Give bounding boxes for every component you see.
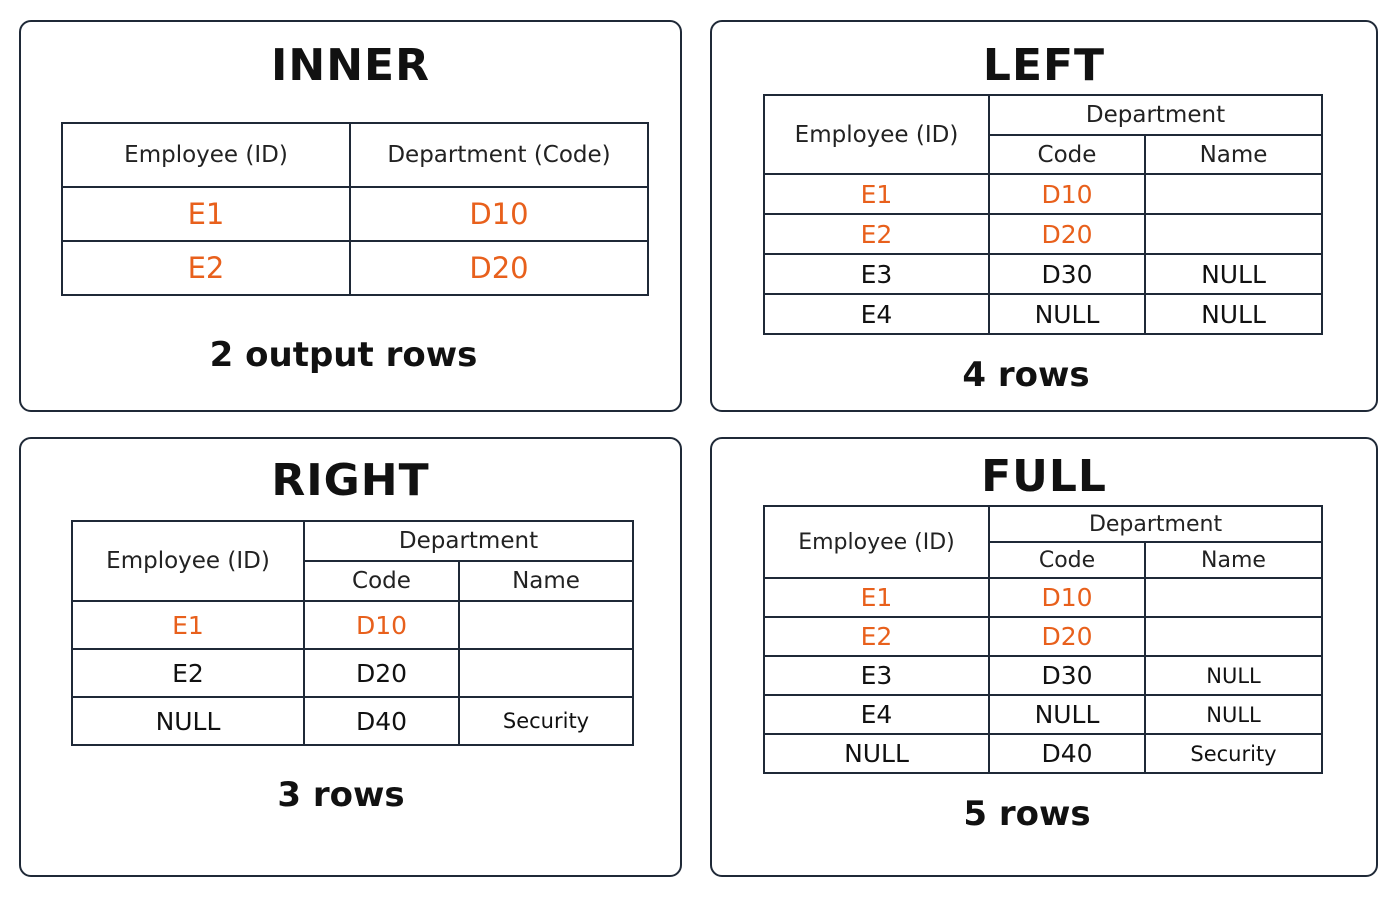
left-join-table <box>763 94 1323 335</box>
code-header: Code <box>304 561 459 601</box>
left-row-count: 4 rows <box>962 355 1090 395</box>
department-header: Department <box>304 521 633 561</box>
employee-id-cell: E2 <box>764 214 989 254</box>
table-row <box>764 254 1322 294</box>
department-name-cell: NULL <box>1145 695 1322 734</box>
table-row <box>62 241 648 295</box>
table-row <box>764 578 1322 617</box>
right-join-title: RIGHT <box>271 455 430 506</box>
employee-id-cell: E1 <box>764 578 989 617</box>
employee-id-header: Employee (ID) <box>764 95 989 174</box>
table-header-row <box>62 123 648 187</box>
employee-id-header: Employee (ID) <box>764 506 989 578</box>
code-header: Code <box>989 542 1145 578</box>
department-name-cell: NULL <box>1145 254 1322 294</box>
employee-id-cell: E1 <box>764 174 989 214</box>
department-code-cell: D10 <box>350 187 648 241</box>
employee-id-cell: E2 <box>72 649 304 697</box>
department-code-cell: D20 <box>304 649 459 697</box>
department-code-cell: NULL <box>989 294 1145 334</box>
employee-id-cell: E4 <box>764 695 989 734</box>
employee-id-header: Employee (ID) <box>72 521 304 601</box>
name-header: Name <box>1145 135 1322 174</box>
table-row <box>764 617 1322 656</box>
department-code-cell: D20 <box>350 241 648 295</box>
department-name-cell: NULL <box>1145 656 1322 695</box>
department-code-cell: NULL <box>989 695 1145 734</box>
table-row <box>62 187 648 241</box>
department-name-cell <box>459 649 633 697</box>
name-header: Name <box>1145 542 1322 578</box>
table-row <box>72 649 633 697</box>
department-code-cell: D20 <box>989 214 1145 254</box>
full-join-panel <box>710 437 1378 877</box>
department-name-cell: NULL <box>1145 294 1322 334</box>
employee-id-cell: E1 <box>62 187 350 241</box>
left-join-panel <box>710 20 1378 412</box>
inner-join-panel <box>19 20 682 412</box>
department-name-cell <box>1145 214 1322 254</box>
inner-join-table <box>61 122 649 296</box>
name-header: Name <box>459 561 633 601</box>
table-row <box>72 697 633 745</box>
department-name-cell <box>1145 578 1322 617</box>
table-header-row <box>764 506 1322 542</box>
employee-id-cell: NULL <box>764 734 989 773</box>
department-header: Department <box>989 95 1322 135</box>
table-row <box>764 294 1322 334</box>
full-join-table <box>763 505 1323 774</box>
employee-id-cell: E4 <box>764 294 989 334</box>
department-code-cell: D30 <box>989 656 1145 695</box>
department-header: Department <box>989 506 1322 542</box>
table-row <box>764 174 1322 214</box>
employee-id-cell: E2 <box>62 241 350 295</box>
right-join-panel <box>19 437 682 877</box>
left-join-title: LEFT <box>982 40 1106 91</box>
full-join-title: FULL <box>981 451 1107 502</box>
employee-id-cell: E3 <box>764 254 989 294</box>
table-row <box>764 695 1322 734</box>
department-name-cell <box>1145 617 1322 656</box>
department-name-cell <box>1145 174 1322 214</box>
table-header-row <box>764 95 1322 135</box>
department-name-cell: Security <box>1145 734 1322 773</box>
full-row-count: 5 rows <box>963 794 1091 834</box>
table-row <box>764 656 1322 695</box>
department-code-cell: D30 <box>989 254 1145 294</box>
department-code-cell: D10 <box>989 578 1145 617</box>
department-code-cell: D40 <box>989 734 1145 773</box>
department-code-cell: D10 <box>304 601 459 649</box>
right-join-table <box>71 520 634 746</box>
code-header: Code <box>989 135 1145 174</box>
employee-id-header: Employee (ID) <box>62 123 350 187</box>
table-header-row <box>72 521 633 561</box>
employee-id-cell: E1 <box>72 601 304 649</box>
table-row <box>764 734 1322 773</box>
department-code-header: Department (Code) <box>350 123 648 187</box>
inner-join-title: INNER <box>271 40 430 91</box>
department-name-cell: Security <box>459 697 633 745</box>
department-code-cell: D10 <box>989 174 1145 214</box>
table-row <box>72 601 633 649</box>
right-row-count: 3 rows <box>277 775 405 815</box>
table-row <box>764 214 1322 254</box>
employee-id-cell: E2 <box>764 617 989 656</box>
employee-id-cell: NULL <box>72 697 304 745</box>
department-code-cell: D20 <box>989 617 1145 656</box>
inner-row-count: 2 output rows <box>209 335 478 375</box>
department-code-cell: D40 <box>304 697 459 745</box>
department-name-cell <box>459 601 633 649</box>
employee-id-cell: E3 <box>764 656 989 695</box>
